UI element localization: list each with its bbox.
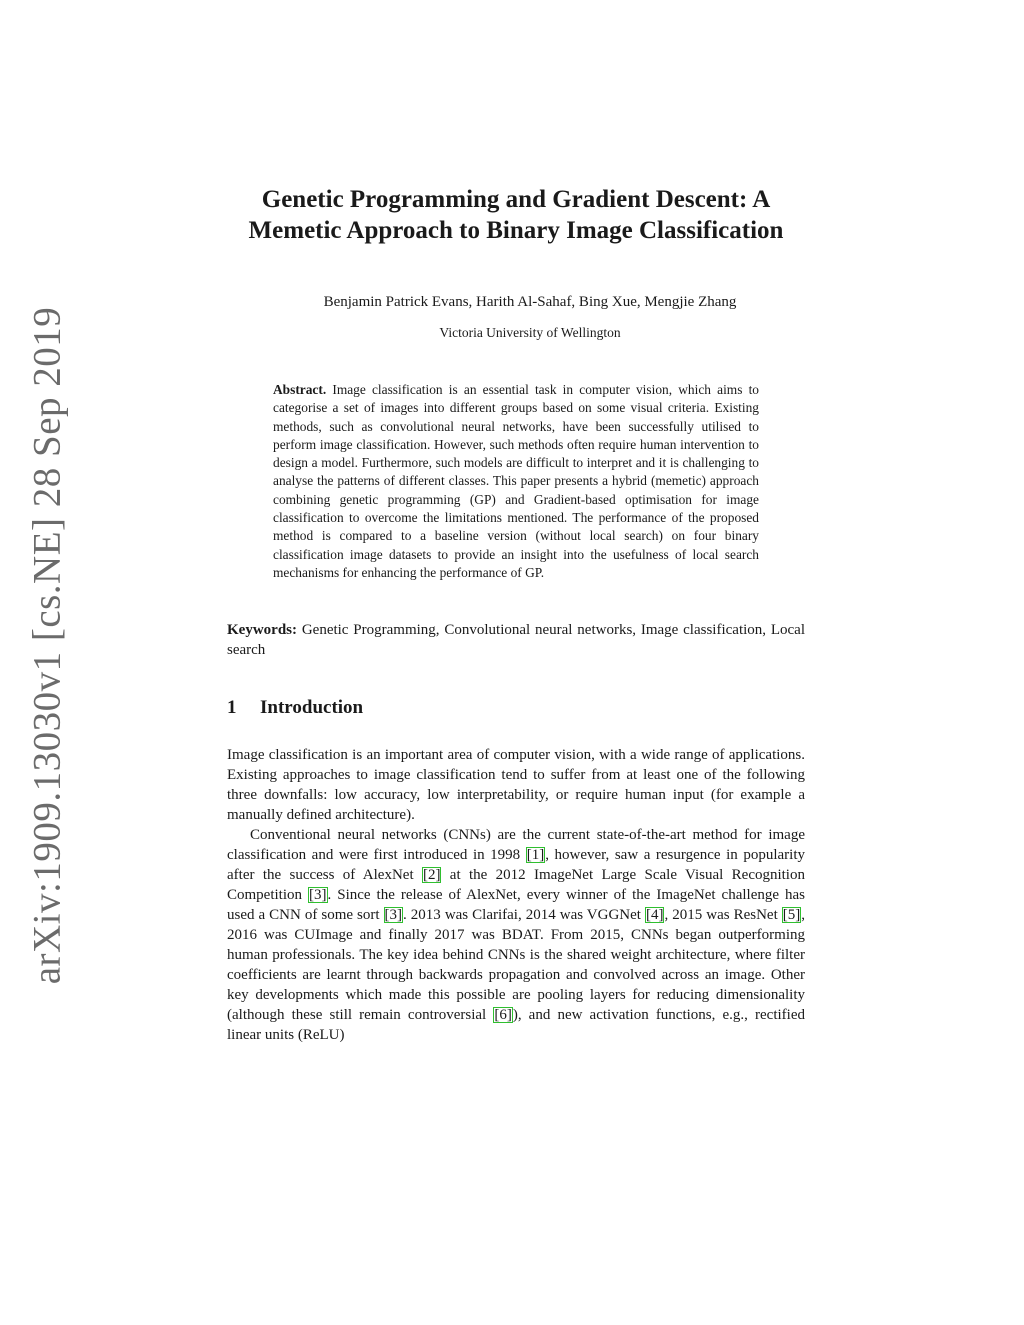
citation-link[interactable]: [6]	[494, 1007, 512, 1024]
citation-link[interactable]: [3]	[384, 907, 403, 924]
citation-link[interactable]: [3]	[309, 887, 327, 904]
abstract	[273, 381, 759, 582]
text-run: at the 2012 ImageNet Large Scale Visual Recognition Competition	[227, 867, 805, 904]
text-run: , 2016 was CUImage and finally 2017 was BDAT. From 2015, CNNs began outperforming human professionals. The key idea behind CNNs is the shared weight architecture, where filter coefficients are learnt through backwards propagation and convolved across an image. Other key developments which made this possible are pooling layers for reducing dimensionality (although these still remain controversial	[227, 907, 805, 1024]
section-heading	[227, 697, 805, 719]
text-run: . Since the release of AlexNet, every winner of the ImageNet challenge has used a CNN of some sort	[227, 887, 806, 924]
text-run: Conventional neural networks (CNNs) are the current state-of-the-art method for image classification and were first introduced in 1998	[227, 827, 805, 864]
text-run: , however, saw a resurgence in popularity after the success of AlexNet	[227, 847, 805, 884]
citation-link[interactable]: [5]	[782, 907, 801, 924]
abstract-label: Abstract.	[273, 382, 327, 397]
intro-paragraph-1: Image classification is an important area of computer vision, with a wide range of applications. Existing approaches to image classification tend to suffer from at least one of the following three downfalls: low accuracy, low interpretability, or require human input (for example a manually defined architecture).	[227, 747, 805, 824]
section-title: Introduction	[260, 697, 364, 719]
author-list: Benjamin Patrick Evans, Harith Al-Sahaf, Bing Xue, Mengjie Zhang	[323, 294, 737, 310]
arxiv-stamp	[22, 306, 72, 984]
citation-link[interactable]: [2]	[422, 867, 441, 884]
introduction-body	[227, 745, 805, 1045]
citation-link[interactable]: [4]	[645, 907, 664, 924]
text-run: , 2015 was ResNet	[664, 907, 782, 924]
affiliation: Victoria University of Wellington	[439, 325, 621, 340]
keywords	[227, 620, 805, 660]
citation-link[interactable]: [1]	[526, 847, 545, 864]
section-number: 1	[227, 697, 237, 719]
text-run: ), and new activation functions, e.g., rectified linear units (ReLU)	[227, 1007, 805, 1044]
paper-page	[227, 184, 805, 1045]
text-run: . 2013 was Clarifai, 2014 was VGGNet	[403, 907, 645, 924]
abstract-text: Image classification is an essential task in computer vision, which aims to categorise a set of images into different groups based on some visual criteria. Existing methods, such as convolutional neural networks, have been successfully utilised to perform image classification. However, such methods often require human intervention to design a model. Furthermore, such models are difficult to interpret and it is challenging to analyse the patterns of different classes. This paper presents a hybrid (memetic) approach combining genetic programming (GP) and Gradient-based optimisation for image classification to overcome the limitations mentioned. The performance of the proposed method is compared to a baseline version (without local search) on four binary classification image datasets to provide an insight into the usefulness of local search mechanisms for enhancing the performance of GP.	[273, 382, 759, 580]
paper-title: Genetic Programming and Gradient Descent: A Memetic Approach to Binary Image Classification	[248, 186, 784, 244]
arxiv-identifier[interactable]: arXiv:1909.13030v1 [cs.NE] 28 Sep 2019	[25, 306, 69, 984]
intro-paragraph-2	[227, 825, 805, 1045]
keywords-label: Keywords:	[227, 622, 297, 639]
keywords-text: Genetic Programming, Convolutional neural networks, Image classification, Local search	[227, 622, 806, 659]
